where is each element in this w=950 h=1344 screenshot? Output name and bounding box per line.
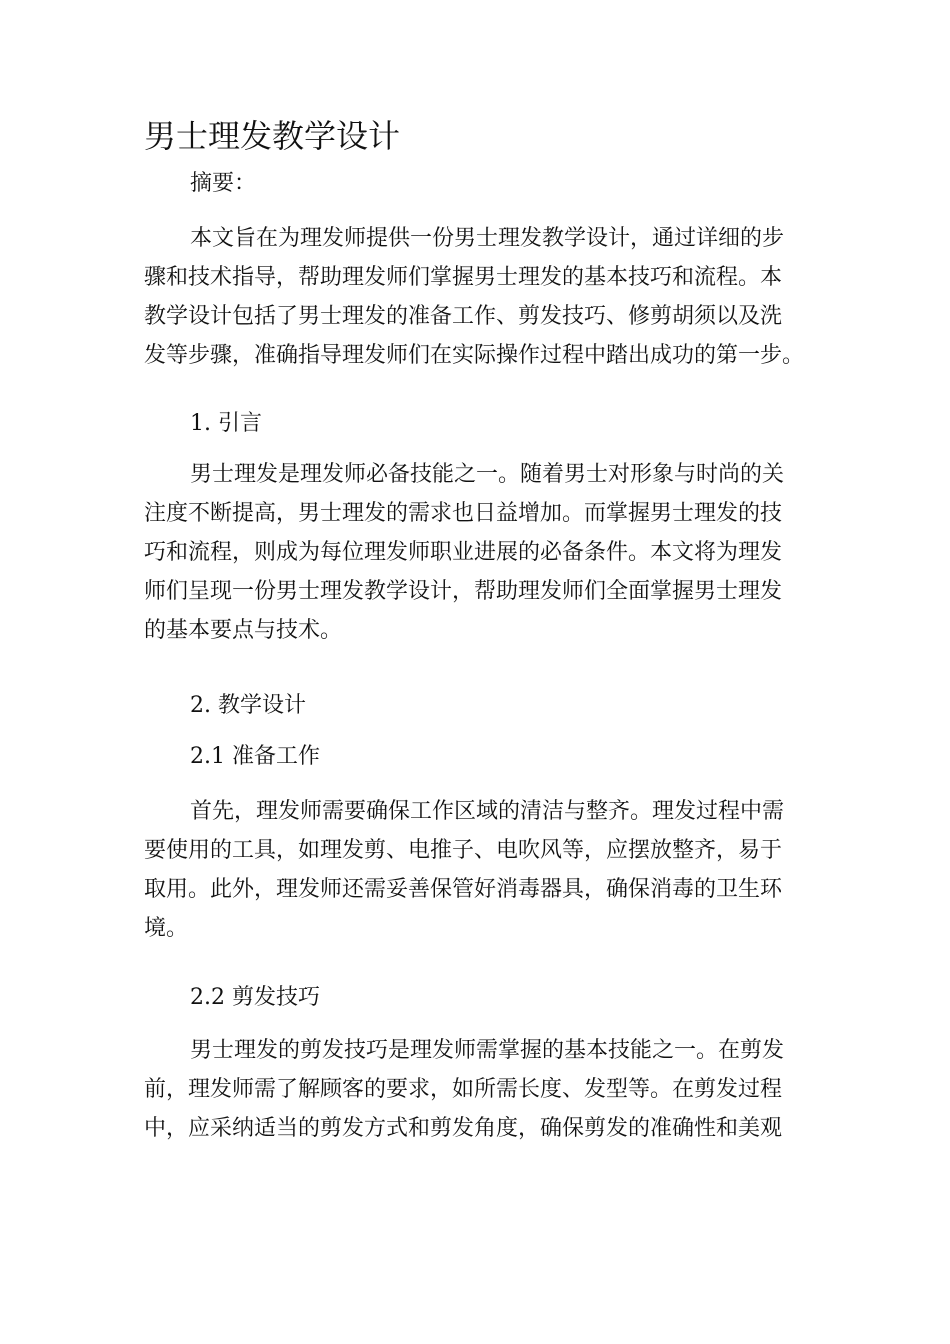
paragraph-line: 首先，理发师需要确保工作区域的清洁与整齐。理发过程中需 bbox=[190, 799, 785, 824]
cutting-skills-paragraph bbox=[144, 1031, 804, 1148]
subsection-heading-cutting-skills: 2.2 剪发技巧 bbox=[190, 985, 320, 1010]
paragraph-line: 前，理发师需了解顾客的要求，如所需长度、发型等。在剪发过程 bbox=[144, 1077, 783, 1102]
introduction-paragraph bbox=[144, 455, 804, 650]
paragraph-line: 取用。此外，理发师还需妥善保管好消毒器具，确保消毒的卫生环 bbox=[144, 877, 783, 902]
paragraph-line: 中，应采纳适当的剪发方式和剪发角度，确保剪发的准确性和美观 bbox=[144, 1116, 783, 1141]
paragraph-line: 男士理发的剪发技巧是理发师需掌握的基本技能之一。在剪发 bbox=[190, 1038, 785, 1063]
preparation-paragraph bbox=[144, 792, 804, 948]
paragraph-line: 本文旨在为理发师提供一份男士理发教学设计，通过详细的步 bbox=[190, 226, 785, 251]
abstract-paragraph bbox=[144, 219, 804, 375]
paragraph-line: 注度不断提高，男士理发的需求也日益增加。而掌握男士理发的技 bbox=[144, 501, 783, 526]
paragraph-line: 师们呈现一份男士理发教学设计，帮助理发师们全面掌握男士理发 bbox=[144, 579, 783, 604]
paragraph-line: 骤和技术指导，帮助理发师们掌握男士理发的基本技巧和流程。本 bbox=[144, 265, 783, 290]
section-heading-teaching-design: 2. 教学设计 bbox=[190, 693, 306, 718]
paragraph-line: 男士理发是理发师必备技能之一。随着男士对形象与时尚的关 bbox=[190, 462, 785, 487]
paragraph-line: 巧和流程，则成为每位理发师职业进展的必备条件。本文将为理发 bbox=[144, 540, 783, 565]
paragraph-line: 境。 bbox=[144, 916, 189, 941]
paragraph-line: 发等步骤，准确指导理发师们在实际操作过程中踏出成功的第一步。 bbox=[144, 343, 805, 368]
document-title: 男士理发教学设计 bbox=[144, 117, 401, 155]
paragraph-line: 教学设计包括了男士理发的准备工作、剪发技巧、修剪胡须以及洗 bbox=[144, 304, 783, 329]
paragraph-line: 要使用的工具，如理发剪、电推子、电吹风等，应摆放整齐，易于 bbox=[144, 838, 783, 863]
abstract-label: 摘要： bbox=[190, 171, 257, 196]
paragraph-line: 的基本要点与技术。 bbox=[144, 618, 343, 643]
subsection-heading-preparation: 2.1 准备工作 bbox=[190, 744, 320, 769]
section-heading-introduction: 1. 引言 bbox=[190, 411, 262, 436]
